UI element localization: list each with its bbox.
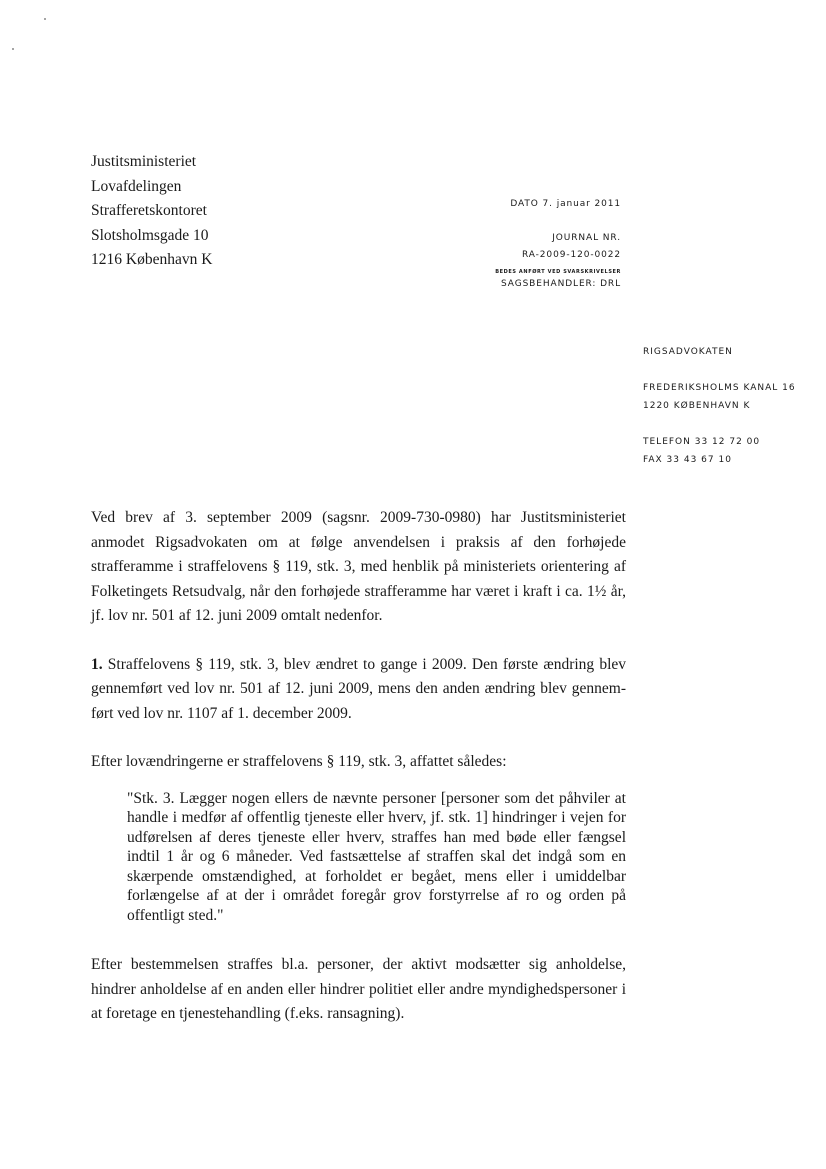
recipient-line: Justitsministeriet: [91, 153, 197, 170]
scan-speck: [12, 48, 14, 50]
scan-speck: [44, 18, 46, 20]
recipient-line: Slotsholmsgade 10: [91, 226, 209, 244]
sender-name: RIGSADVOKATEN: [643, 347, 733, 357]
date-line: DATO 7. januar 2011: [510, 199, 621, 209]
recipient-line: Strafferetskontoret: [91, 202, 207, 219]
law-quote: "Stk. 3. Lægger nogen ellers de nævnte personer [personer som det påhviler at handle i medfør af offentlig tjeneste eller hverv, jf. stk. 1] hindringer i vejen for udførelsen af deres tjeneste eller hverv, straffes han med bøde eller fængsel indtil 1 år og 6 måneder. Ved fastsættelse af straffen skal det indgå som en skærpende omstændighed, at forholdet er begået, mens eller i umiddelbar forlængelse af at der i området foregår grov forstyrrelse af ro og orden på offentligt sted.": [127, 789, 626, 924]
recipient-line: Lovafdelingen: [91, 177, 182, 195]
section-number: 1.: [91, 655, 103, 673]
sender-block: [643, 343, 796, 469]
quote-intro: Efter lovændringerne er straffelovens § 119, stk. 3, affattet således:: [91, 753, 507, 770]
section-1-paragraph: [91, 653, 626, 727]
journal-label: JOURNAL NR.: [552, 233, 621, 243]
sender-street: FREDERIKSHOLMS KANAL 16: [643, 383, 796, 393]
letter-body: [91, 506, 626, 1027]
journal-number: RA-2009-120-0022: [522, 250, 621, 260]
sender-phone: TELEFON 33 12 72 00: [643, 437, 761, 447]
recipient-address: [91, 150, 212, 273]
conclusion-paragraph: Efter bestemmelsen straffes bl.a. personer, der aktivt modsætter sig anholdelse, hindrer anholdelse af en anden eller hindrer politiet eller andre myndighedspersoner i at foretage en tjenestehandling (f.eks. ransagning).: [91, 956, 626, 1022]
sender-city: 1220 KØBENHAVN K: [643, 401, 751, 411]
sender-fax: FAX 33 43 67 10: [643, 455, 732, 465]
case-handler: SAGSBEHANDLER: DRL: [501, 279, 621, 289]
intro-paragraph: Ved brev af 3. september 2009 (sagsnr. 2009-730-0980) har Justitsministeriet anmodet Rigsadvokaten om at følge anvendelsen i praksis af den forhøjede strafferamme i straffelovens § 119, stk. 3, med henblik på ministeriets orientering af Folketingets Retsudvalg, når den forhøjede strafferamme har været i kraft i ca. 1½ år, jf. lov nr. 501 af 12. juni 2009 omtalt nedenfor.: [91, 509, 626, 624]
reference-note: BEDES ANFØRT VED SVARSKRIVELSER: [495, 269, 621, 275]
letter-meta: [495, 199, 621, 289]
section-1-text: Straffelovens § 119, stk. 3, blev ændret to gange i 2009. Den første ændring blev gennemført ved lov nr. 501 af 12. juni 2009, mens den anden ændring blev gennem-ført ved lov nr. 1107 af 1. december 2009.: [91, 655, 627, 722]
recipient-line: 1216 København K: [91, 251, 213, 268]
